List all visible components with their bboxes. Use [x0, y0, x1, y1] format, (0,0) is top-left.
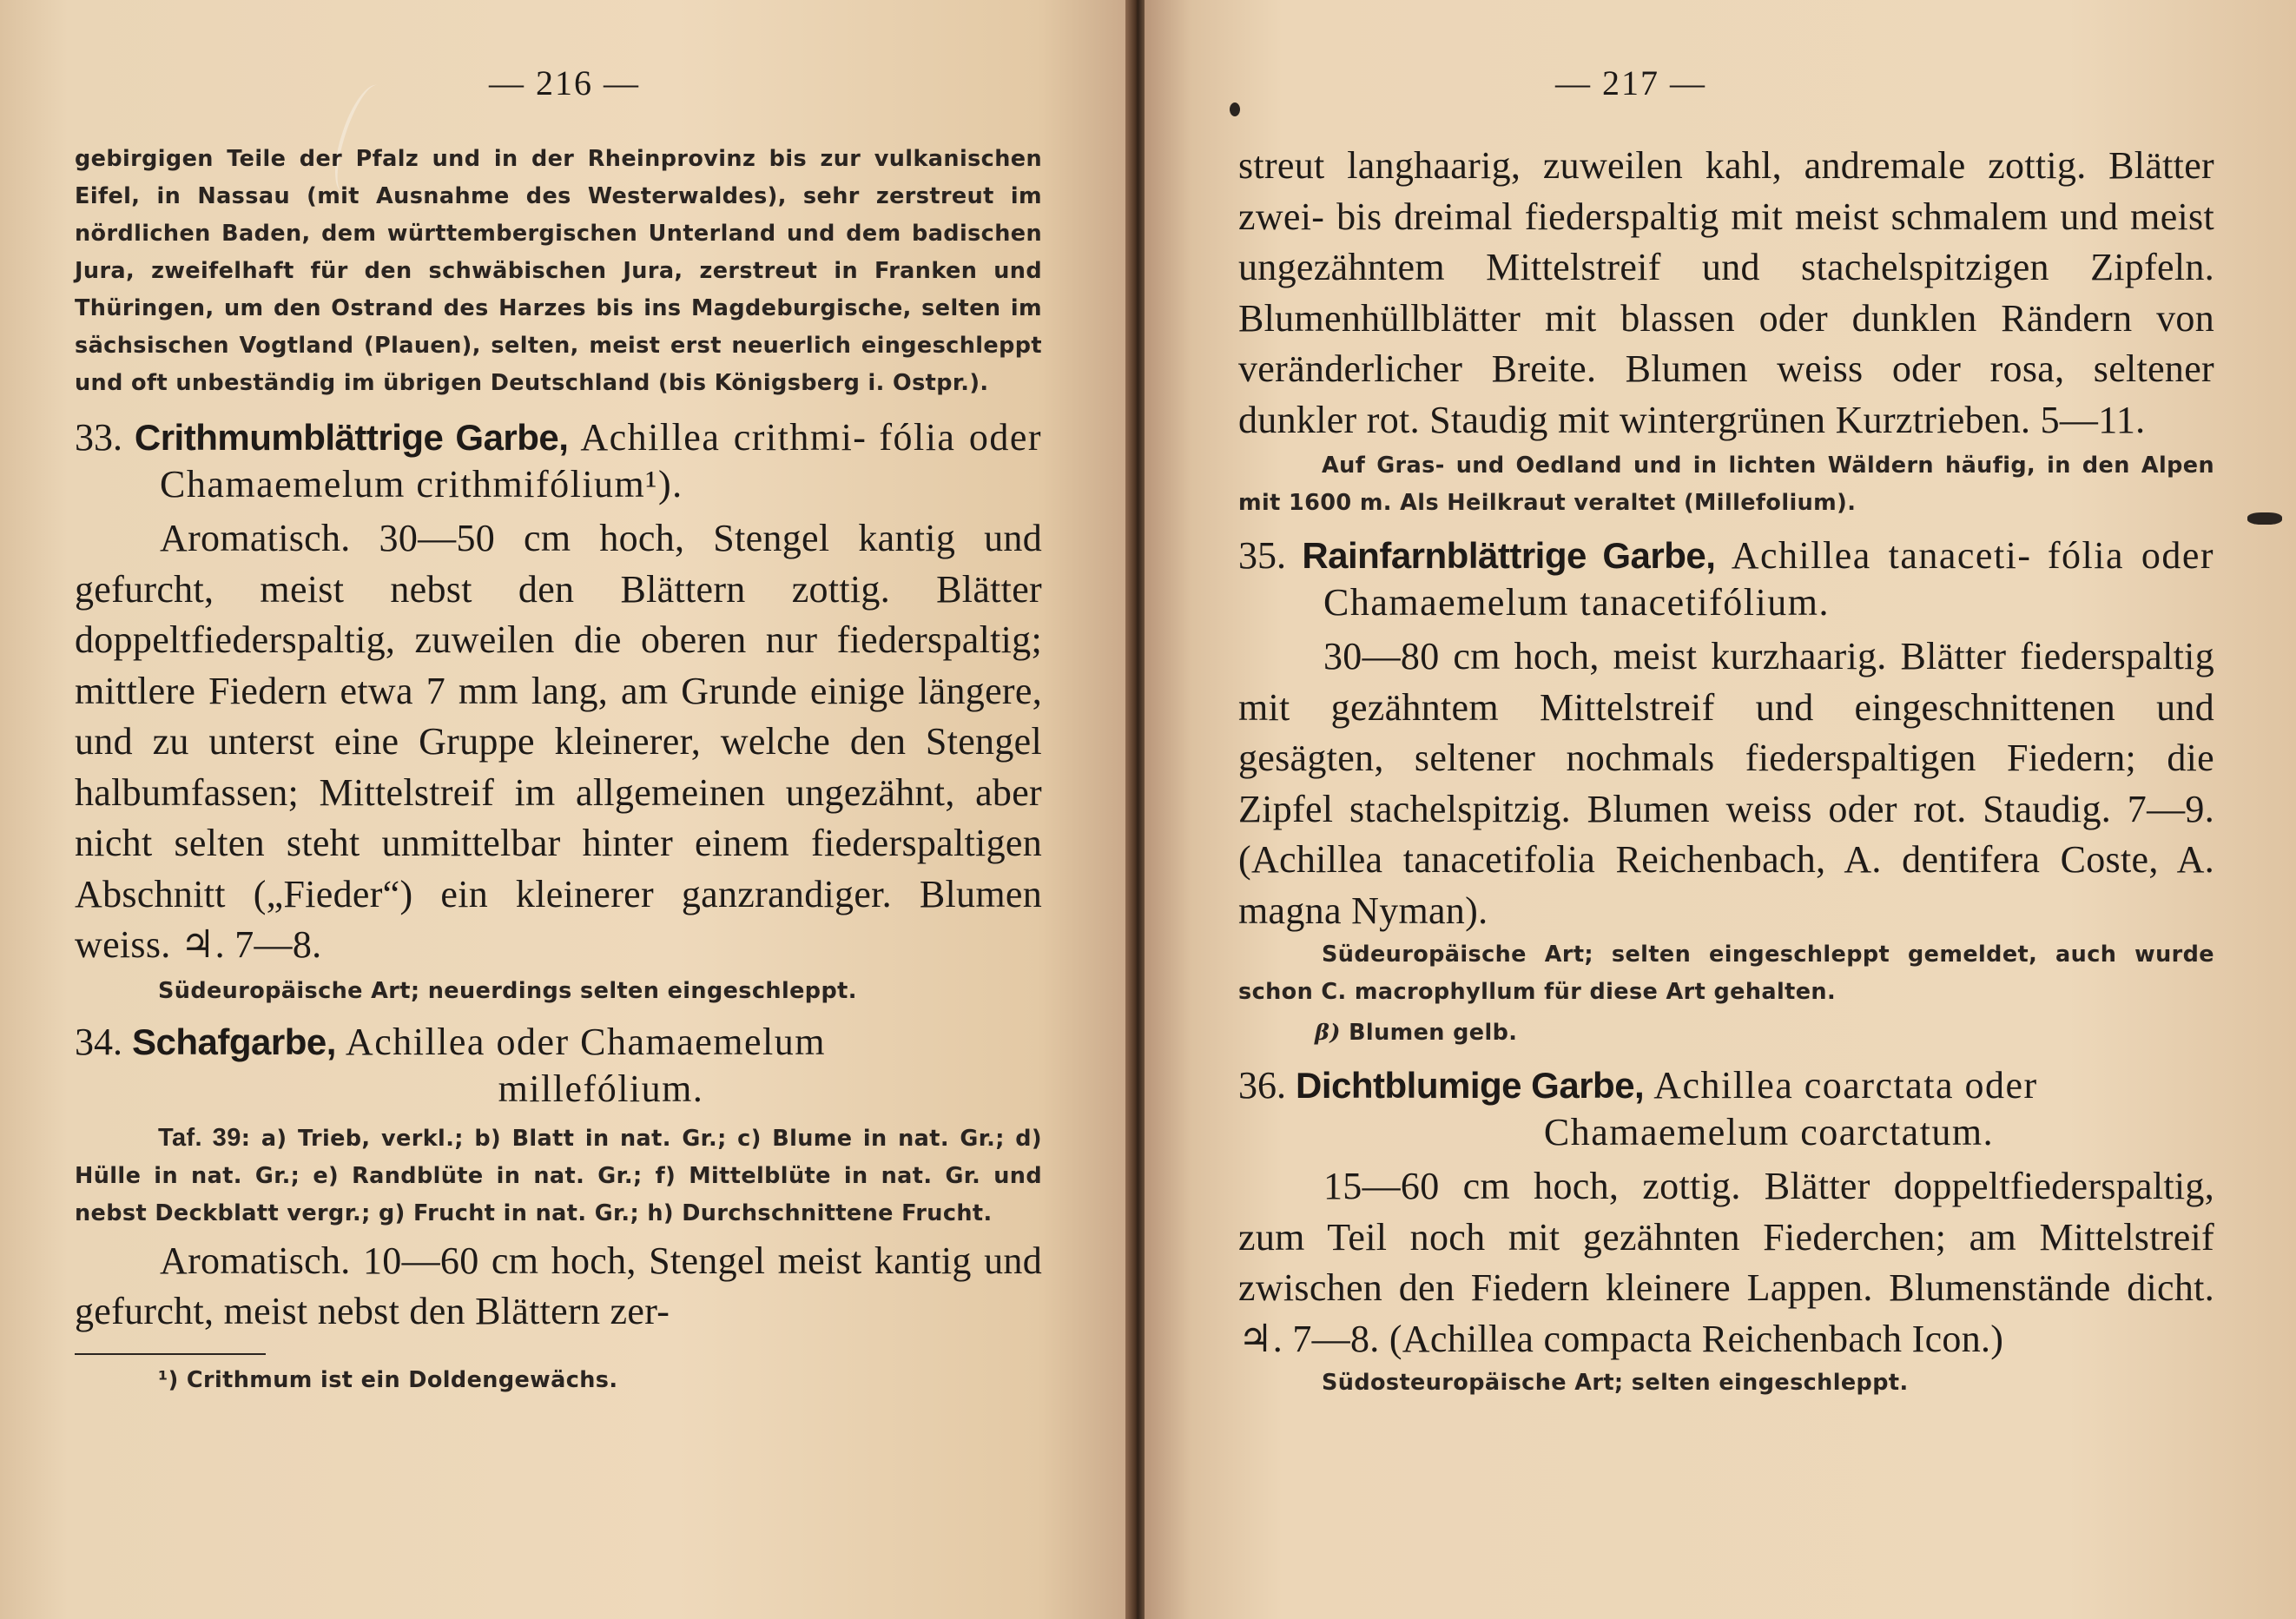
entry-36-latin-2: Chamaemelum coarctatum.: [1543, 1111, 1995, 1153]
variety-text: Blumen gelb.: [1349, 1020, 1518, 1046]
footnote-rule: [75, 1353, 266, 1355]
entry-36-number: 36.: [1238, 1064, 1286, 1107]
entry-34-plate-caption: [75, 1120, 1042, 1232]
entry-36-heading: [1238, 1062, 2214, 1156]
left-column: [75, 141, 1042, 1399]
variety-label: β): [1315, 1020, 1341, 1046]
entry-33-latin-2: fólia oder Chamaemelum crithmifólium¹).: [160, 416, 1042, 506]
page-number-217: — 217 —: [1555, 63, 1706, 102]
right-page: [1145, 0, 2296, 1619]
page-number-216: — 216 —: [489, 63, 640, 102]
plate-text: : a) Trieb, verkl.; b) Blatt in nat. Gr.; c) Blume in nat. Gr.; d) Hülle in nat. Gr.; e) Randblüte in nat. Gr.; f) Mittelblüte in nat. Gr. und nebst Deckblatt vergr.; g) Frucht in nat. Gr.; h) Durchschnittene Frucht.: [75, 1125, 1042, 1226]
plate-label: Taf. 39: [158, 1123, 241, 1152]
ink-speck: [2247, 512, 2282, 525]
entry-35-german-name: Rainfarnblättrige Garbe,: [1302, 535, 1716, 576]
entry-34-heading: [75, 1019, 1042, 1113]
continuation-text: streut langhaarig, zuweilen kahl, andremale zottig. Blätter zwei- bis dreimal fiederspaltig mit meist schmalem und meist ungezähntem Mittelstreif und stachelspitzigen Zipfeln. Blumenhüllblätter mit blassen oder dunklen Rändern von veränderlicher Breite. Blumen weiss oder rosa, seltener dunkler rot. Staudig mit wintergrünen Kurztrieben. 5—11.: [1238, 144, 2214, 441]
right-column: [1238, 141, 2214, 1402]
entry-33-description: Aromatisch. 30—50 cm hoch, Stengel kantig und gefurcht, meist nebst den Blättern zottig. Blätter doppeltfiederspaltig, zuweilen die oberen nur fiederspaltig; mittlere Fiedern etwa 7 mm lang, am Grunde einige längere, und zu unterst eine Gruppe kleinerer, welche den Stengel halbumfassen; Mittelstreif im allgemeinen ungezähnt, aber nicht selten steht unmittelbar hinter einem fiederspaltigen Abschnitt („Fieder“) ein kleinerer ganzrandiger. Blumen weiss. ♃. 7—8.: [75, 517, 1042, 966]
entry-35-description: 30—80 cm hoch, meist kurzhaarig. Blätter fiederspaltig mit gezähntem Mittelstreif und eingeschnittenen und gesägten, seltener nochmals fiederspaltigen Fiedern; die Zipfel stachelspitzig. Blumen weiss oder rot. Staudig. 7—9. (Achillea tanacetifolia Reichenbach, A. dentifera Coste, A. magna Nyman).: [1238, 635, 2214, 932]
entry-36-distribution: Südosteuropäische Art; selten eingeschleppt.: [1322, 1370, 1909, 1396]
entry-34-latin-1: Achillea oder Chamaemelum: [345, 1020, 827, 1063]
entry-34-latin-2: millefólium.: [498, 1067, 704, 1110]
entry-33-german-name: Crithmumblättrige Garbe,: [134, 417, 569, 458]
entry-36-german-name: Dichtblumige Garbe,: [1296, 1065, 1645, 1106]
entry-34-description: Aromatisch. 10—60 cm hoch, Stengel meist kantig und gefurcht, meist nebst den Blättern zer-: [75, 1239, 1042, 1332]
left-page: [0, 0, 1129, 1619]
ink-speck: [1230, 102, 1240, 116]
entry-35-heading: [1238, 532, 2214, 626]
entry-35-number: 35.: [1238, 534, 1286, 577]
entry-35-distribution: Südeuropäische Art; selten eingeschleppt gemeldet, auch wurde schon C. macrophyllum für diese Art gehalten.: [1238, 942, 2214, 1005]
entry-33-number: 33.: [75, 416, 122, 459]
entry-34-german-name: Schafgarbe,: [132, 1021, 336, 1062]
footnote: ¹) Crithmum ist ein Doldengewächs.: [158, 1366, 618, 1393]
entry-33-heading: [75, 414, 1042, 508]
continuation-small: Auf Gras- und Oedland und in lichten Wäldern häufig, in den Alpen mit 1600 m. Als Heilkraut veraltet (Millefolium).: [1238, 453, 2214, 516]
entry-35-latin-1: Achillea tanaceti-: [1731, 534, 2032, 577]
entry-33-latin-1: Achillea crithmi-: [580, 416, 868, 459]
entry-34-number: 34.: [75, 1020, 122, 1063]
continuation-text: gebirgigen Teile der Pfalz und in der Rheinprovinz bis zur vulkanischen Eifel, in Nassau (mit Ausnahme des Westerwaldes), sehr zerstreut im nördlichen Baden, dem württembergischen Unterland und dem badischen Jura, zweifelhaft für den schwäbischen Jura, zerstreut in Franken und Thüringen, um den Ostrand des Harzes bis ins Magdeburgische, selten im sächsischen Vogtland (Plauen), selten, meist erst neuerlich eingeschleppt und oft unbeständig im übrigen Deutschland (bis Königsberg i. Ostpr.).: [75, 146, 1042, 396]
entry-35-variety: [1238, 1014, 2214, 1052]
entry-35-latin-2: fólia oder Chamaemelum tanacetifólium.: [1323, 534, 2215, 624]
entry-33-distribution: Südeuropäische Art; neuerdings selten eingeschleppt.: [158, 977, 857, 1004]
entry-36-description: 15—60 cm hoch, zottig. Blätter doppeltfiederspaltig, zum Teil noch mit gezähnten Fiederchen; am Mittelstreif zwischen den Fiedern kleinere Lappen. Blumenstände dicht. ♃. 7—8. (Achillea compacta Reichenbach Icon.): [1238, 1165, 2214, 1360]
entry-36-latin-1: Achillea coarctata oder: [1653, 1064, 2038, 1107]
